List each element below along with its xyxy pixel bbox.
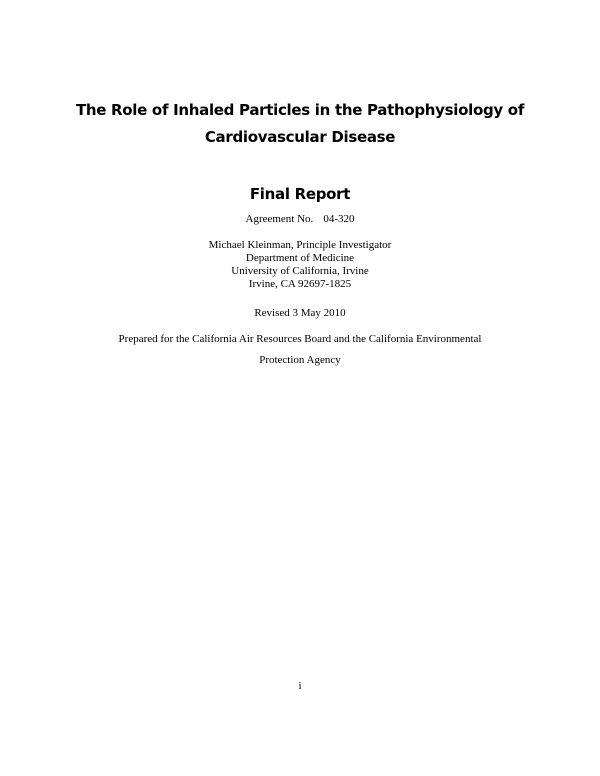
agreement-line bbox=[0, 213, 600, 226]
final-report-heading: Final Report bbox=[249, 185, 351, 203]
revised-date: Revised 3 May 2010 bbox=[254, 307, 346, 319]
page-number: i bbox=[298, 680, 302, 692]
principal-investigator: Michael Kleinman, Principle Investigator bbox=[208, 239, 392, 251]
agreement-number: 04-320 bbox=[323, 213, 355, 225]
university: University of California, Irvine bbox=[231, 265, 369, 277]
agreement-label: Agreement No. bbox=[245, 213, 314, 225]
report-title-line-1: The Role of Inhaled Particles in the Pathophysiology of bbox=[75, 101, 525, 119]
prepared-for-line-2: Protection Agency bbox=[259, 354, 341, 366]
department: Department of Medicine bbox=[245, 252, 355, 264]
report-title-line-2: Cardiovascular Disease bbox=[204, 128, 396, 146]
address: Irvine, CA 92697-1825 bbox=[248, 278, 352, 290]
prepared-for-line-1: Prepared for the California Air Resources Board and the California Environmental bbox=[118, 333, 482, 345]
